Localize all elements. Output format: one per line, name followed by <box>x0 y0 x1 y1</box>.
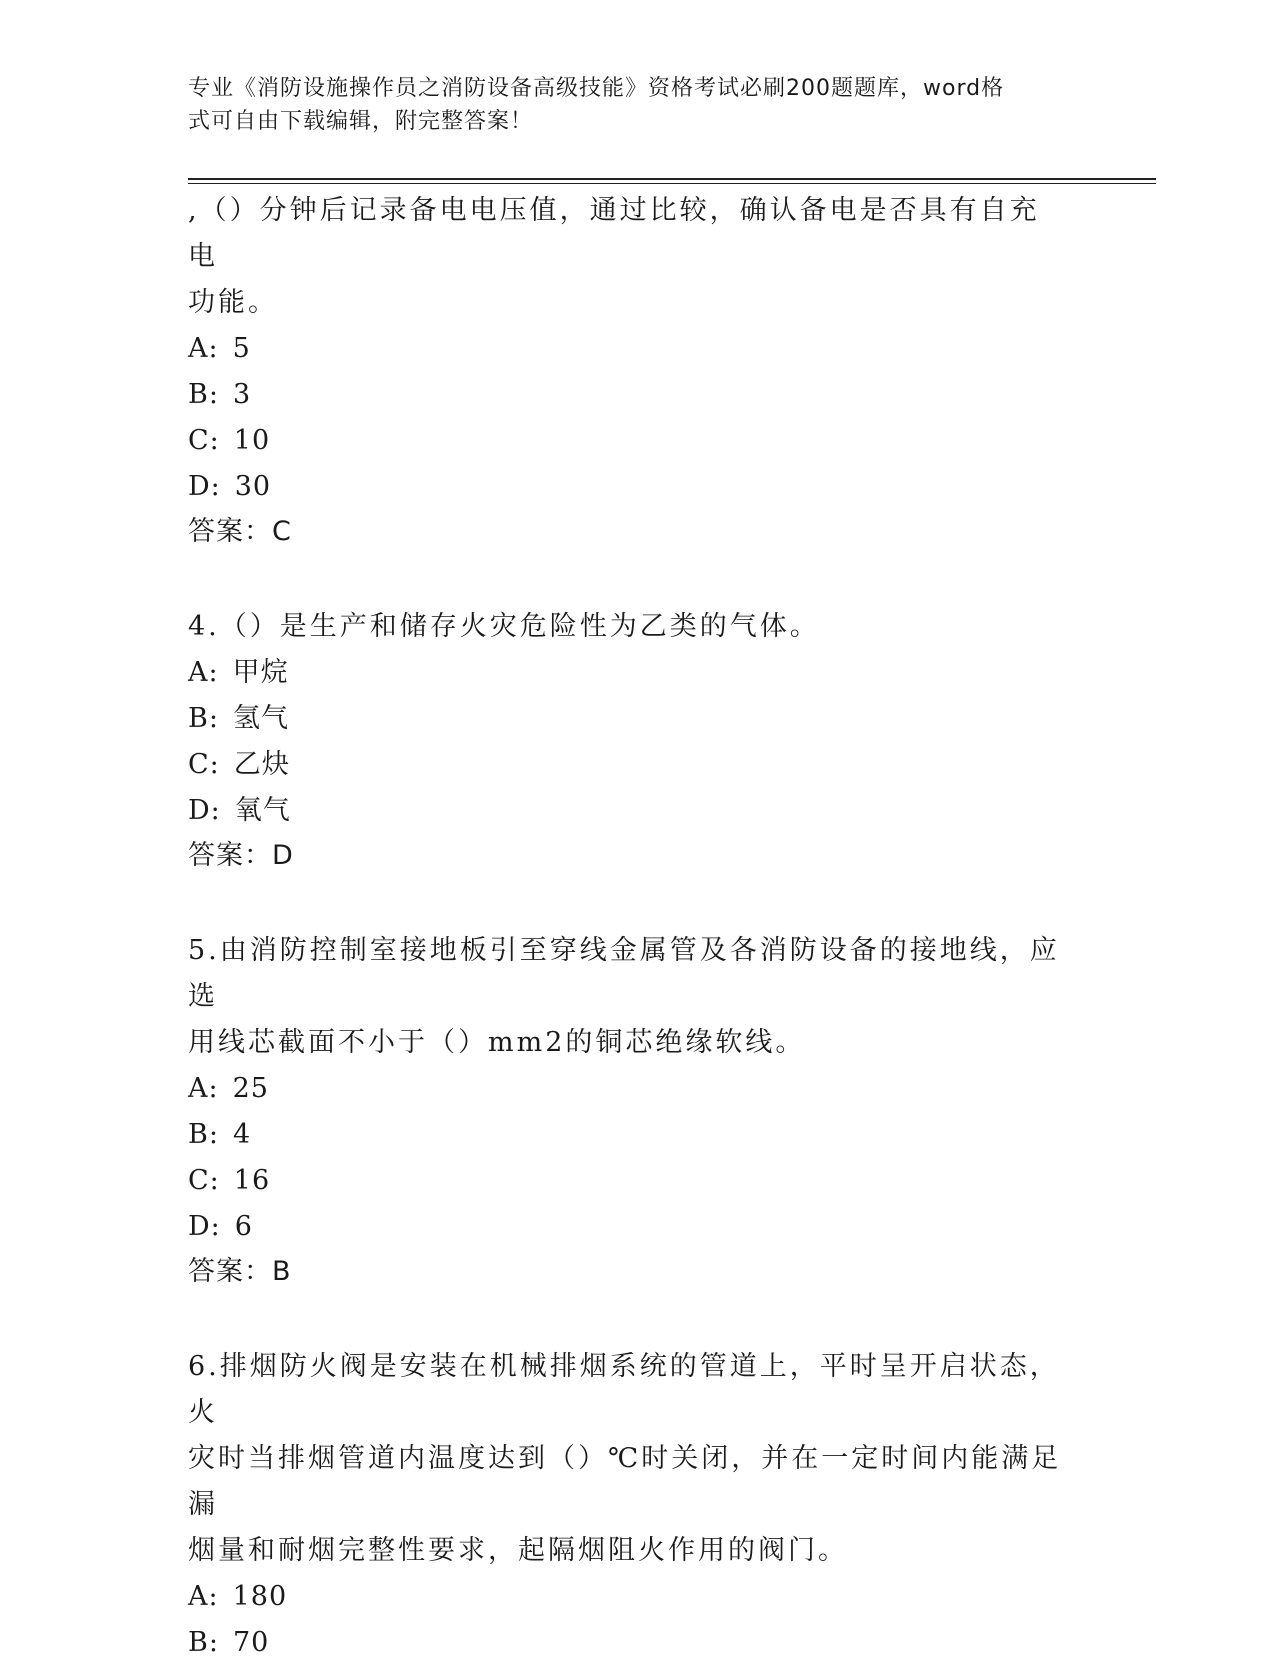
question-text-line: 6.排烟防火阀是安装在机械排烟系统的管道上，平时呈开启状态，火 <box>188 1351 1060 1428</box>
answer-option <box>188 696 1068 742</box>
option-label: B: <box>188 703 219 734</box>
answer-option <box>188 788 1068 834</box>
option-value: 6 <box>234 1211 253 1242</box>
answer-option <box>188 418 1068 464</box>
question-block <box>188 1344 1068 1666</box>
option-label: B: <box>188 1119 219 1150</box>
option-label: C: <box>188 1165 220 1196</box>
question-text-line: 5.由消防控制室接地板引至穿线金属管及各消防设备的接地线，应选 <box>188 935 1060 1012</box>
answer-option <box>188 650 1068 696</box>
option-value: 氢气 <box>232 703 289 734</box>
answer-option <box>188 1620 1068 1666</box>
option-value: 5 <box>232 333 251 364</box>
option-label: A: <box>188 333 219 364</box>
header-rule-thin <box>188 183 1156 184</box>
option-value: 30 <box>234 471 272 502</box>
question-block <box>188 188 1068 554</box>
option-label: A: <box>188 1581 219 1612</box>
question-list <box>188 188 1068 1666</box>
answer-option <box>188 1204 1068 1250</box>
option-label: C: <box>188 425 220 456</box>
answer-option <box>188 1066 1068 1112</box>
option-value: 甲烷 <box>232 657 289 688</box>
option-label: D: <box>188 471 221 502</box>
header-rule-thick <box>188 178 1156 180</box>
option-value: 16 <box>233 1165 271 1196</box>
option-value: 10 <box>233 425 271 456</box>
option-label: B: <box>188 379 219 410</box>
option-value: 3 <box>232 379 252 410</box>
option-label: D: <box>188 795 221 826</box>
question-text-line: 灾时当排烟管道内温度达到（）℃时关闭，并在一定时间内能满足漏 <box>188 1443 1062 1520</box>
header-line-1: 专业《消防设施操作员之消防设备高级技能》资格考试必刷200题题库，word格 <box>188 76 1005 101</box>
question-block <box>188 604 1068 878</box>
option-label: C: <box>188 749 220 780</box>
answer-option <box>188 326 1068 372</box>
answer-key: 答案：B <box>188 1256 292 1287</box>
option-value: 25 <box>232 1073 269 1104</box>
option-value: 乙炔 <box>233 749 290 780</box>
answer-option <box>188 464 1068 510</box>
answer-option <box>188 742 1068 788</box>
answer-option <box>188 1112 1068 1158</box>
answer-key: 答案：C <box>188 516 292 547</box>
answer-option <box>188 1574 1068 1620</box>
option-label: D: <box>188 1211 221 1242</box>
question-text-line: 烟量和耐烟完整性要求，起隔烟阻火作用的阀门。 <box>188 1535 848 1566</box>
option-value: 180 <box>232 1581 288 1612</box>
option-value: 4 <box>232 1119 252 1150</box>
document-header <box>188 72 1068 138</box>
answer-option <box>188 372 1068 418</box>
question-text-line: 功能。 <box>188 287 278 318</box>
option-label: B: <box>188 1627 219 1658</box>
option-value: 70 <box>232 1627 270 1658</box>
header-line-2: 式可自由下载编辑，附完整答案！ <box>188 109 534 134</box>
question-text-line: ,（）分钟后记录备电电压值，通过比较，确认备电是否具有自充电 <box>188 195 1040 272</box>
answer-option <box>188 1158 1068 1204</box>
answer-key: 答案：D <box>188 840 294 871</box>
question-text-line: 4.（）是生产和储存火灾危险性为乙类的气体。 <box>188 611 820 642</box>
question-block <box>188 928 1068 1294</box>
option-label: A: <box>188 657 219 688</box>
question-text-line: 用线芯截面不小于（）mm2的铜芯绝缘软线。 <box>188 1027 806 1058</box>
option-value: 氧气 <box>234 795 291 826</box>
option-label: A: <box>188 1073 219 1104</box>
